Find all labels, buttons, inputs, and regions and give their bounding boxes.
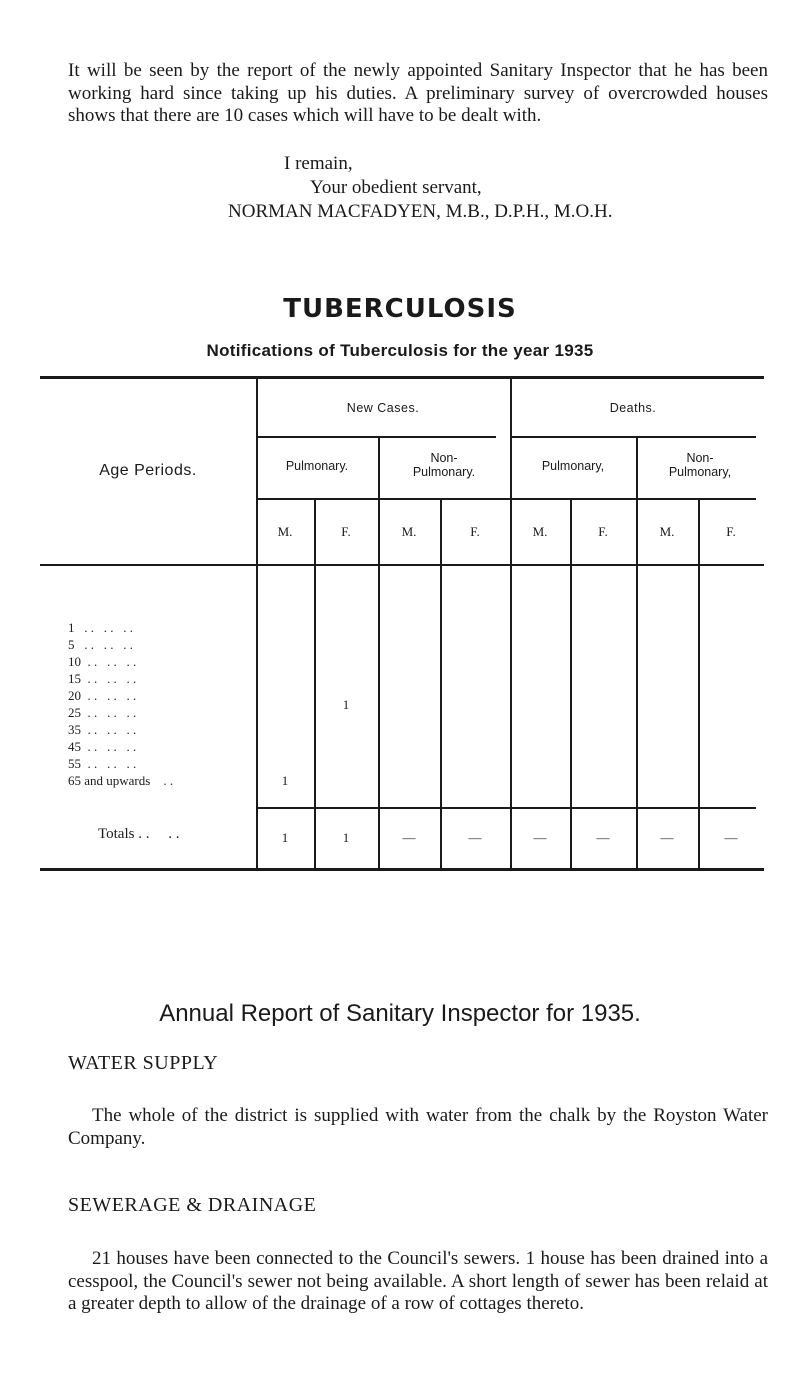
sex-f-4: F.: [726, 524, 736, 539]
total-6: —: [596, 830, 610, 845]
non-pulmonary-header: Non- Pulmonary.: [412, 451, 476, 479]
total-8: —: [724, 830, 738, 845]
closing-servant: Your obedient servant,: [310, 177, 482, 198]
total-3: —: [402, 830, 416, 845]
total-7: —: [660, 830, 674, 845]
sewerage-heading: SEWERAGE & DRAINAGE: [68, 1194, 317, 1216]
value-65-pulmonary-m: 1: [281, 773, 289, 788]
header-bottom-rule: [40, 564, 764, 566]
pulmonary-deaths-header: Pulmonary,: [541, 459, 605, 473]
pulmonary-header: Pulmonary.: [285, 459, 349, 473]
col-line-4: [440, 498, 442, 869]
sex-m-4: M.: [659, 524, 675, 539]
total-5: —: [533, 830, 547, 845]
age-row-5: 20 . . . . . .: [68, 688, 137, 703]
sex-m-3: M.: [532, 524, 548, 539]
col-line-6: [570, 498, 572, 869]
age-row-3: 10 . . . . . .: [68, 654, 137, 669]
age-row-9: 55 . . . . . .: [68, 756, 137, 771]
age-row-2: 5 . . . . . .: [68, 637, 133, 652]
table-bottom-rule: [40, 868, 764, 871]
age-row-6: 25 . . . . . .: [68, 705, 137, 720]
col-line-8: [698, 498, 700, 869]
report-heading: Annual Report of Sanitary Inspector for 1935.: [159, 1000, 641, 1027]
closing-remain: I remain,: [284, 153, 353, 174]
age-periods-header: Age Periods.: [99, 462, 197, 479]
sewerage-text: [68, 1248, 768, 1316]
age-row-1: 1 . . . . . .: [68, 620, 133, 635]
signature: NORMAN MACFADYEN, M.B., D.P.H., M.O.H.: [228, 201, 613, 222]
totals-label: Totals . . . .: [98, 826, 180, 842]
water-supply-text: [68, 1105, 768, 1150]
table-top-rule: [40, 376, 764, 379]
sex-f-1: F.: [341, 524, 351, 539]
col-line-2: [314, 498, 316, 869]
non-pulmonary-deaths-header: Non- Pulmonary,: [668, 451, 732, 479]
total-1: 1: [281, 830, 289, 845]
letter-paragraph: [68, 60, 768, 128]
col-line-7: [636, 436, 638, 869]
sex-m-1: M.: [277, 524, 293, 539]
new-cases-header: New Cases.: [346, 401, 420, 415]
section-subtitle: Notifications of Tuberculosis for the year 1935: [206, 341, 594, 360]
totals-rule: [256, 807, 756, 809]
total-2: 1: [342, 830, 350, 845]
section-title: TUBERCULOSIS: [283, 294, 517, 324]
water-supply-paragraph: The whole of the district is supplied with water from the chalk by the Royston Water Company.: [68, 1105, 768, 1149]
age-row-4: 15 . . . . . .: [68, 671, 137, 686]
value-20-pulmonary-f: 1: [342, 697, 350, 712]
deaths-header: Deaths.: [609, 401, 657, 415]
age-row-7: 35 . . . . . .: [68, 722, 137, 737]
sub-rule: [256, 498, 756, 500]
sex-m-2: M.: [401, 524, 417, 539]
sex-f-3: F.: [598, 524, 608, 539]
letter-paragraph-text: It will be seen by the report of the newly appointed Sanitary Inspector that he has been working hard since taking up his duties. A preliminary survey of overcrowded houses shows that there are 10 cases which will have to be dealt with.: [68, 60, 768, 126]
group-rule-new: [256, 436, 496, 438]
water-supply-heading: WATER SUPPLY: [68, 1052, 219, 1074]
age-row-8: 45 . . . . . .: [68, 739, 137, 754]
total-4: —: [468, 830, 482, 845]
col-line-3: [378, 436, 380, 869]
col-line-1: [256, 379, 258, 869]
col-line-5: [510, 379, 512, 869]
sewerage-paragraph: 21 houses have been connected to the Council's sewers. 1 house has been drained into a cesspool, the Council's sewer not being available. A short length of sewer has been relaid at a greater depth to allow of the drainage of a row of cottages thereto.: [68, 1248, 768, 1314]
sex-f-2: F.: [470, 524, 480, 539]
group-rule-deaths: [510, 436, 756, 438]
age-row-10: 65 and upwards . .: [68, 773, 174, 788]
